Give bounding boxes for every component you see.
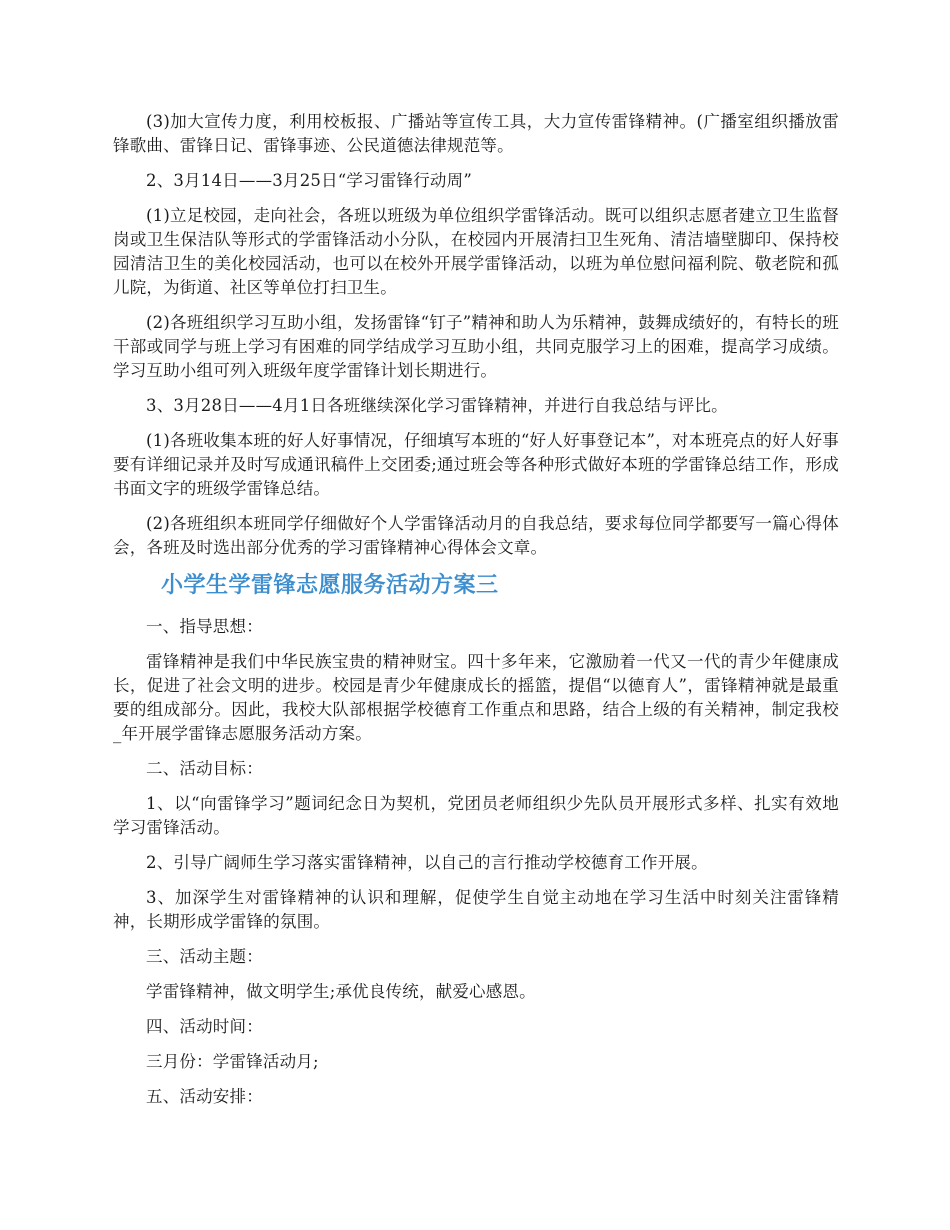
paragraph: 2、3月14日——3月25日“学习雷锋行动周” (146, 171, 472, 190)
paragraph: 五、活动安排： (146, 1087, 263, 1106)
paragraph: 四、活动时间： (146, 1017, 263, 1036)
paragraph: (3)加大宣传力度，利用校板报、广播站等宣传工具，大力宣传雷锋精神。(广播室组织播放雷锋歌曲、雷锋日记、雷锋事迹、公民道德法律规范等。 (113, 112, 839, 155)
paragraph: 三月份：学雷锋活动月; (146, 1052, 319, 1071)
paragraph: 2、引导广阔师生学习落实雷锋精神，以自己的言行推动学校德育工作开展。 (146, 853, 708, 872)
paragraph: (2)各班组织学习互助小组，发扬雷锋“钉子”精神和助人为乐精神，鼓舞成绩好的，有特长的班干部或同学与班上学习有困难的同学结成学习互助小组，共同克服学习上的困难，提高学习成绩。学习互助小组可列入班级年度学雷锋计划长期进行。 (113, 313, 839, 380)
paragraph: 雷锋精神是我们中华民族宝贵的精神财宝。四十多年来，它激励着一代又一代的青少年健康成长，促进了社会文明的进步。校园是青少年健康成长的摇篮，提倡“以德育人”，雷锋精神就是最重要的组成部分。因此，我校大队部根据学校德育工作重点和思路，结合上级的有关精神，制定我校_年开展学雷锋志愿服务活动方案。 (113, 652, 839, 743)
paragraph: 3、加深学生对雷锋精神的认识和理解，促使学生自觉主动地在学习生活中时刻关注雷锋精神，长期形成学雷锋的氛围。 (113, 888, 839, 931)
paragraph: (1)各班收集本班的好人好事情况，仔细填写本班的“好人好事登记本”，对本班亮点的好人好事要有详细记录并及时写成通讯稿件上交团委;通过班会等各种形式做好本班的学雷锋总结工作，形成书面文字的班级学雷锋总结。 (113, 431, 839, 498)
paragraph: 三、活动主题： (146, 947, 263, 966)
paragraph: 二、活动目标： (146, 759, 263, 778)
document-body (113, 110, 839, 1120)
section-heading: 小学生学雷锋志愿服务活动方案三 (161, 573, 499, 598)
paragraph: (2)各班组织本班同学仔细做好个人学雷锋活动月的自我总结，要求每位同学都要写一篇心得体会，各班及时选出部分优秀的学习雷锋精神心得体会文章。 (113, 514, 839, 557)
paragraph: 3、3月28日——4月1日各班继续深化学习雷锋精神，并进行自我总结与评比。 (146, 396, 728, 415)
paragraph: 1、以“向雷锋学习”题词纪念日为契机，党团员老师组织少先队员开展形式多样、扎实有效地学习雷锋活动。 (113, 794, 839, 837)
paragraph: (1)立足校园，走向社会，各班以班级为单位组织学雷锋活动。既可以组织志愿者建立卫生监督岗或卫生保洁队等形式的学雷锋活动小分队，在校园内开展清扫卫生死角、清洁墙壁脚印、保持校园清洁卫生的美化校园活动，也可以在校外开展学雷锋活动，以班为单位慰问福利院、敬老院和孤儿院，为街道、社区等单位打扫卫生。 (113, 206, 839, 297)
paragraph: 学雷锋精神，做文明学生;承优良传统，献爱心感恩。 (146, 982, 536, 1001)
paragraph: 一、指导思想： (146, 617, 263, 636)
